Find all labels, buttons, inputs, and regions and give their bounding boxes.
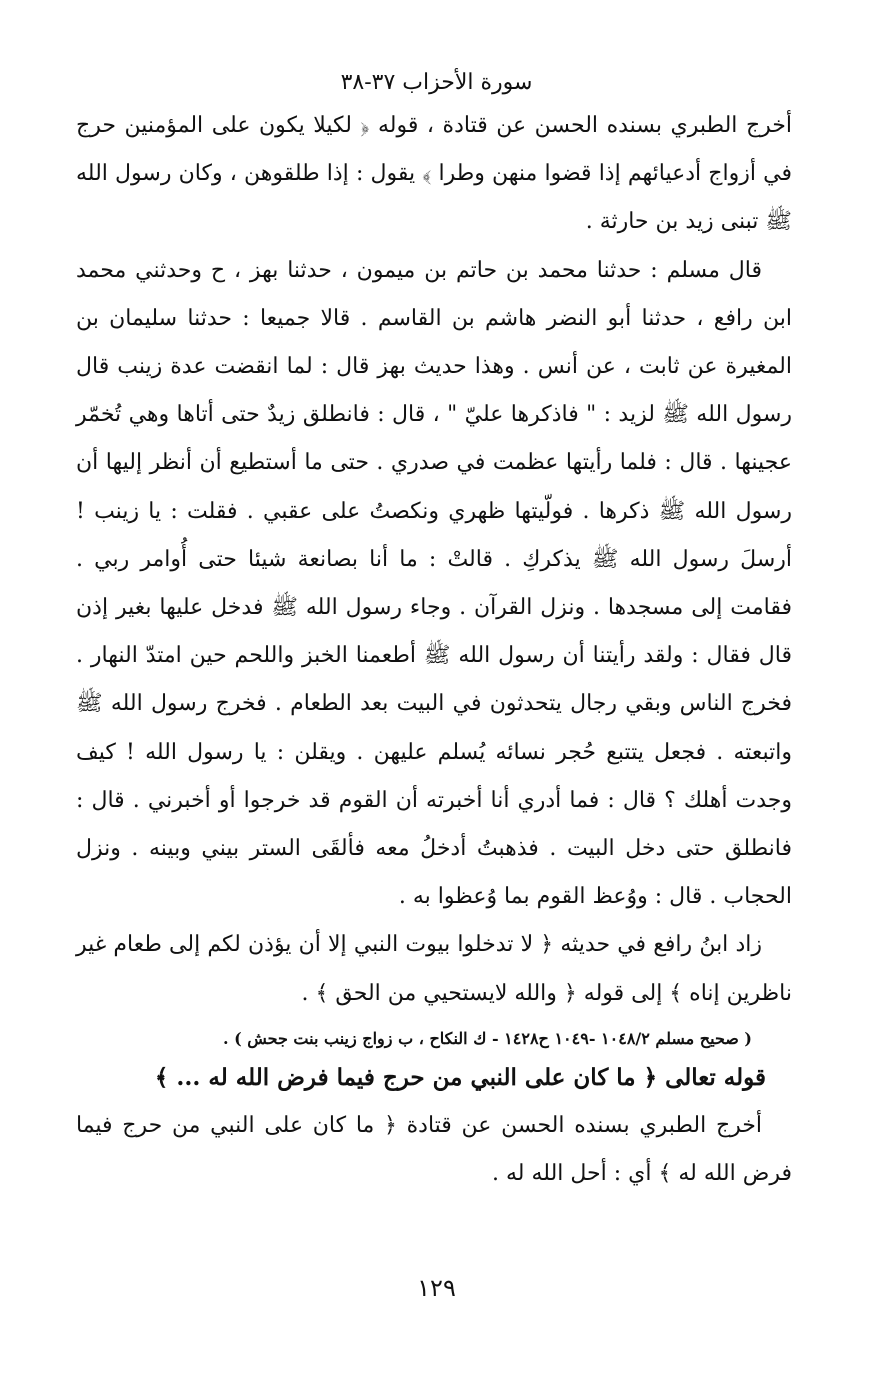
paragraph-tabari-qatada: أخرج الطبري بسنده الحسن عن قتادة ، قوله ﴿ لكيلا يكون على المؤمنين حرج في أزواج أدعيائهم إذا قضوا منهن وطرا ﴾ يقول : إذا طلقوهن ، وكان رسول الله ﷺ تبنى زيد بن حارثة .	[76, 113, 792, 235]
verse-heading: قوله تعالى ﴿ ما كان على النبي من حرج فيما فرض الله له ... ﴾	[154, 1063, 766, 1091]
page-number: ١٢٩	[417, 1274, 456, 1302]
running-header: سورة الأحزاب ٣٧-٣٨	[340, 70, 533, 95]
main-text-block	[76, 102, 792, 1198]
paragraph-final-tafsir: أخرج الطبري بسنده الحسن عن قتادة ﴿ ما كان على النبي من حرج فيما فرض الله له ﴾ أي : أحل الله له .	[76, 1112, 792, 1187]
paragraph-muslim-hadith: قال مسلم : حدثنا محمد بن حاتم بن ميمون ، حدثنا بهز ، ح وحدثني محمد ابن رافع ، حدثنا أبو النضر هاشم بن القاسم . قالا جميعا : حدثنا سليمان بن المغيرة عن ثابت ، عن أنس . وهذا حديث بهز قال : لما انقضت عدة زينب قال رسول الله ﷺ لزيد : " فاذكرها عليّ " ، قال : فانطلق زيدٌ حتى أتاها وهي تُخمّر عجينها . قال : فلما رأيتها عظمت في صدري . حتى ما أستطيع أن أنظر إليها أن رسول الله ﷺ ذكرها . فولّيتها ظهري ونكصتُ على عقبي . فقلت : يا زينب ! أرسلَ رسول الله ﷺ يذكركِ . قالتْ : ما أنا بصانعة شيئا حتى أُوامر ربي . فقامت إلى مسجدها . ونزل القرآن . وجاء رسول الله ﷺ فدخل عليها بغير إذن قال فقال : ولقد رأيتنا أن رسول الله ﷺ أطعمنا الخبز واللحم حين امتدّ النهار . فخرج الناس وبقي رجال يتحدثون في البيت بعد الطعام . فخرج رسول الله ﷺ واتبعته . فجعل يتتبع حُجر نسائه يُسلم عليهن . ويقلن : يا رسول الله ! كيف وجدت أهلك ؟ قال : فما أدري أنا أخبرته أن القوم قد خرجوا أو أخبرني . قال : فانطلق حتى دخل البيت . فذهبتُ أدخلُ معه فألقَى الستر بيني وبينه . ونزل الحجاب . قال : ووُعظ القوم بما وُعظوا به .	[76, 257, 793, 910]
hadith-citation: ( صحيح مسلم ١٠٤٨/٢ -١٠٤٩ ح١٤٢٨ - ك النكاح ، ب زواج زينب بنت جحش ) .	[222, 1028, 752, 1048]
paragraph-ibn-rafi-addition: زاد ابنُ رافع في حديثه ﴿ لا تدخلوا بيوت النبي إلا أن يؤذن لكم إلى طعام غير ناظرين إناه ﴾ إلى قوله ﴿ والله لايستحيي من الحق ﴾ .	[76, 932, 792, 1006]
